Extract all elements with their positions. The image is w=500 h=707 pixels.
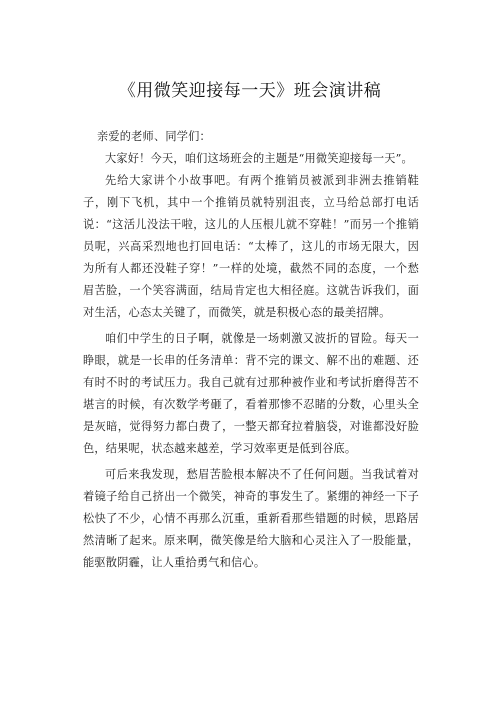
paragraph-story: 先给大家讲个小故事吧。有两个推销员被派到非洲去推销鞋子，刚下飞机，其中一个推销员就特别沮丧，立马给总部打电话说：“这活儿没法干啦，这儿的人压根儿就不穿鞋！”而另一个推销员呢，兴高采烈地也打回电话：“太棒了，这儿的市场无限大，因为所有人都还没鞋子穿！”一样的处境，截然不同的态度，一个愁眉苦脸，一个笑容满面，结局肯定也大相径庭。这就告诉我们，面对生活，心态太关键了，而微笑，就是积极心态的最美招牌。 (83, 174, 419, 319)
document-title: 《用微笑迎接每一天》班会演讲稿 (118, 81, 382, 101)
paragraph-smile-discovery: 可后来我发现，愁眉苦脸根本解决不了任何问题。当我试着对着镜子给自己挤出一个微笑，神奇的事发生了。紧绷的神经一下子松快了不少，心情不再那么沉重，重新看那些错题的时候，思路居然清晰了起来。原来啊，微笑像是给大脑和心灵注入了一股能量，能驱散阴霾，让人重拾勇气和信心。 (83, 468, 419, 569)
salutation: 亲爱的老师、同学们： (97, 130, 211, 143)
paragraph-greeting: 大家好！今天，咱们这场班会的主题是“用微笑迎接每一天”。 (105, 152, 413, 165)
paragraph-student-life: 咱们中学生的日子啊，就像是一场刺激又波折的冒险。每天一睁眼，就是一长串的任务清单：背不完的课文、解不出的难题、还有时不时的考试压力。我自己就有过那种被作业和考试折磨得苦不堪言的时候，有次数学考砸了，看着那惨不忍睹的分数，心里头全是灰暗，觉得努力都白费了，一整天都耷拉着脑袋，对谁都没好脸色，结果呢，状态越来越差，学习效率更是低到谷底。 (83, 332, 419, 455)
document-body (83, 126, 419, 574)
